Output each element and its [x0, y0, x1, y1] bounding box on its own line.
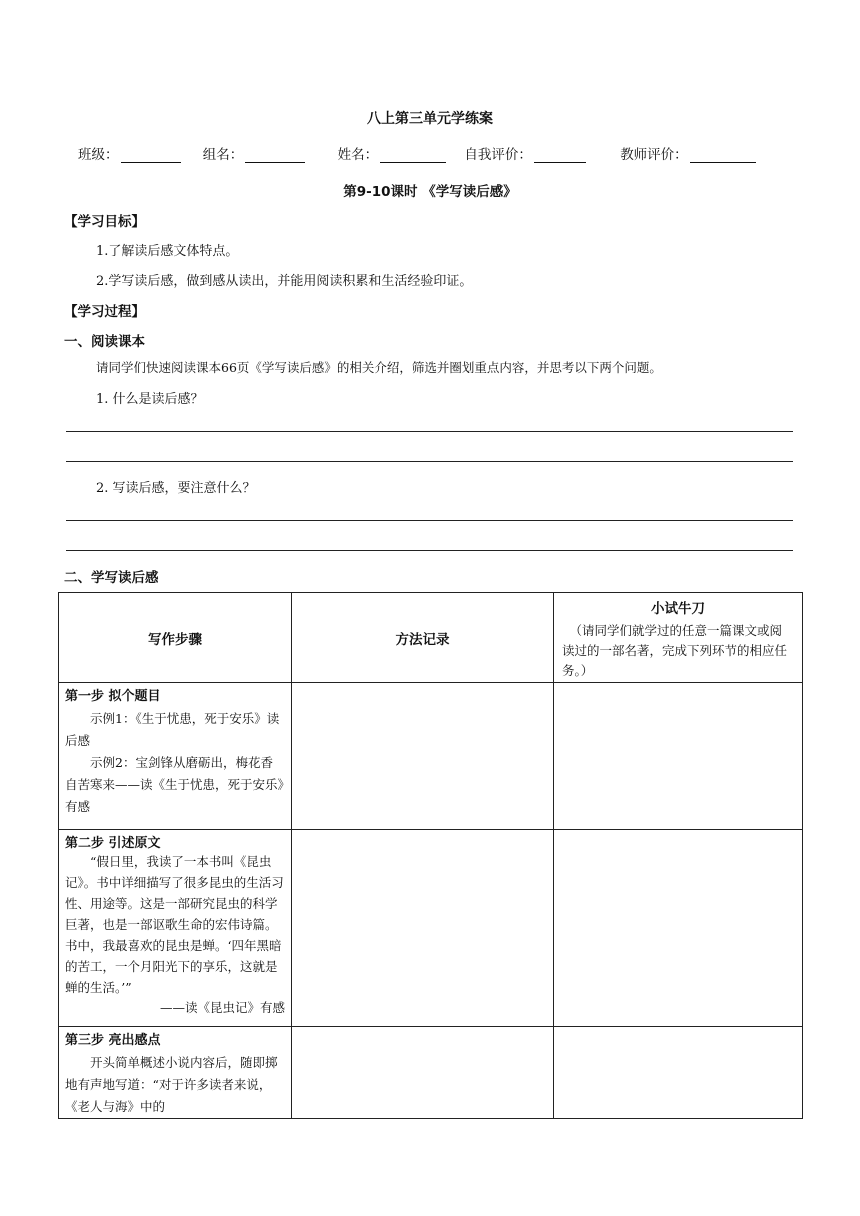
group-label: 组名：	[202, 147, 244, 163]
name-label: 姓名：	[337, 147, 379, 163]
answer-line[interactable]	[66, 461, 793, 462]
answer-line[interactable]	[66, 520, 793, 521]
answer-line[interactable]	[66, 431, 793, 432]
question-1: 1. 什么是读后感？	[96, 392, 204, 407]
goals-heading: 【学习目标】	[64, 214, 145, 230]
table-row	[59, 830, 803, 1027]
process-heading: 【学习过程】	[64, 304, 145, 320]
step2-title: 第二步 引述原文	[65, 836, 161, 851]
self-eval-label: 自我评价：	[464, 147, 532, 163]
step3-cell	[59, 1027, 292, 1119]
lesson-title: 第9-10课时 《学写读后感》	[343, 184, 517, 200]
step1-cell	[59, 683, 292, 830]
practice-note: （请同学们就学过的任意一篇课文或阅读过的一部名著，完成下列环节的相应任务。）	[562, 623, 788, 678]
goal-item: 1.了解读后感文体特点。	[96, 244, 239, 259]
teacher-eval-blank[interactable]	[690, 148, 756, 163]
worksheet-title: 八上第三单元学练案	[367, 111, 493, 127]
class-blank[interactable]	[121, 148, 181, 163]
step3-method-cell[interactable]	[292, 1027, 554, 1119]
step3-practice-cell[interactable]	[554, 1027, 803, 1119]
practice-title: 小试牛刀	[651, 601, 705, 617]
section1-heading: 一、阅读课本	[64, 334, 145, 350]
step1-title: 第一步 拟个题目	[65, 689, 161, 704]
question-2: 2. 写读后感，要注意什么？	[96, 481, 256, 496]
table-row	[59, 683, 803, 830]
group-blank[interactable]	[245, 148, 305, 163]
col-header-steps: 写作步骤	[59, 593, 292, 683]
answer-line[interactable]	[66, 550, 793, 551]
step2-quote: “假日里，我读了一本书叫《昆虫记》。书中详细描写了很多昆虫的生活习性、用途等。这是一部研究昆虫的科学巨著，也是一部讴歌生命的宏伟诗篇。书中，我最喜欢的昆虫是蝉。‘四年黑暗的苦工，一个月阳光下的享乐，这就是蝉的生活。’”	[65, 854, 284, 995]
col-header-practice	[554, 593, 803, 683]
table-header-row	[59, 593, 803, 683]
section1-intro: 请同学们快速阅读课本66页《学写读后感》的相关介绍，筛选并圈划重点内容，并思考以下两个问题。	[96, 360, 662, 375]
table-row	[59, 1027, 803, 1119]
group-field	[203, 143, 306, 163]
section2-heading: 二、学写读后感	[64, 570, 159, 586]
teacher-eval-label: 教师评价：	[620, 147, 688, 163]
class-field	[78, 143, 181, 163]
step1-practice-cell[interactable]	[554, 683, 803, 830]
step2-practice-cell[interactable]	[554, 830, 803, 1027]
col-header-method: 方法记录	[292, 593, 554, 683]
step2-cell	[59, 830, 292, 1027]
step2-method-cell[interactable]	[292, 830, 554, 1027]
step3-text: 开头简单概述小说内容后，随即掷地有声地写道：“对于许多读者来说，《老人与海》中的	[65, 1055, 278, 1114]
self-eval-blank[interactable]	[534, 148, 586, 163]
name-blank[interactable]	[380, 148, 446, 163]
step3-title: 第三步 亮出感点	[65, 1033, 161, 1048]
teacher-eval-field	[620, 143, 756, 163]
step1-example-1: 示例1：《生于忧患，死于安乐》读后感	[65, 711, 280, 748]
name-field	[338, 143, 447, 163]
step1-method-cell[interactable]	[292, 683, 554, 830]
step2-source: ——读《昆虫记》有感	[159, 1000, 285, 1015]
class-label: 班级：	[78, 147, 119, 163]
self-eval-field	[464, 143, 586, 163]
writing-steps-table	[58, 592, 803, 1119]
goal-item: 2.学写读后感，做到感从读出，并能用阅读积累和生活经验印证。	[96, 274, 473, 289]
student-info-row	[78, 143, 770, 163]
step1-example-2: 示例2：宝剑锋从磨砺出，梅花香自苦寒来——读《生于忧患，死于安乐》有感	[65, 755, 284, 814]
